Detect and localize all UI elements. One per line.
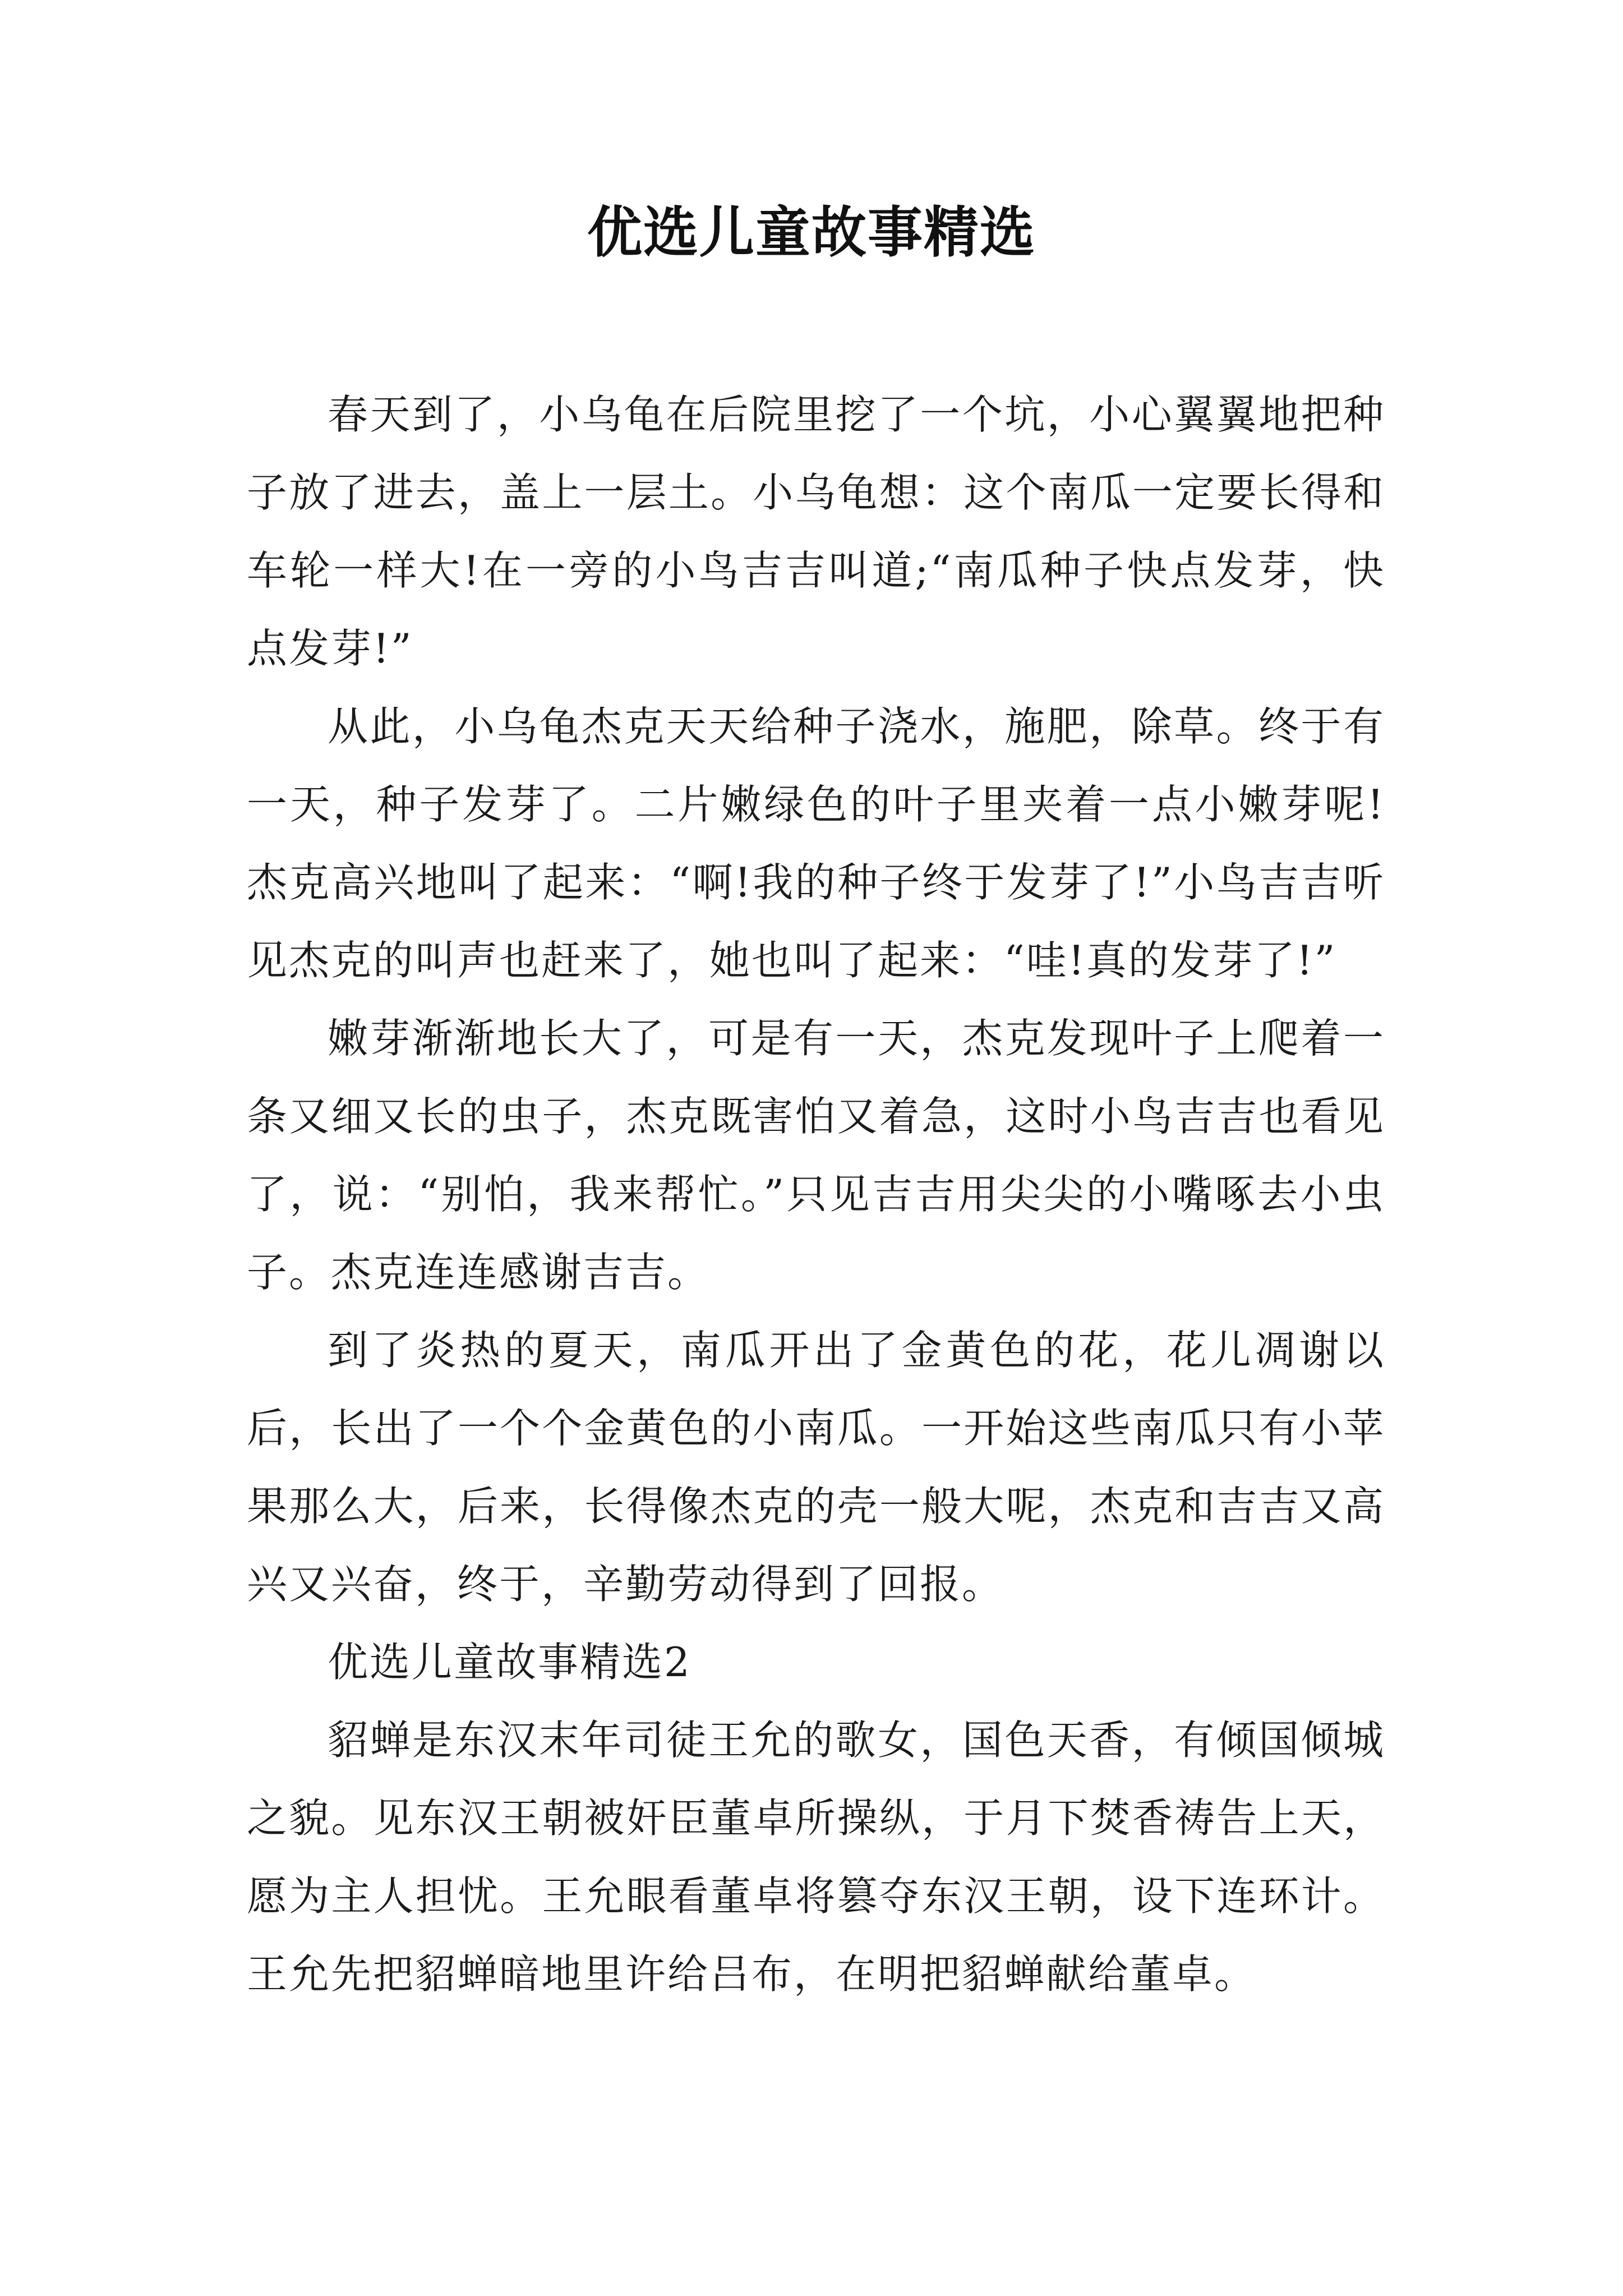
section-heading-2: 优选儿童故事精选2 [328, 1639, 691, 1686]
paragraph-3: 嫩芽渐渐地长大了，可是有一天，杰克发现叶子上爬着一条又细又长的虫子，杰克既害怕又着急，这时小鸟吉吉也看见了，说：“别怕，我来帮忙。”只见吉吉用尖尖的小嘴啄去小虫子。杰克连连感谢吉吉。 [247, 1015, 1385, 1296]
paragraph-1: 春天到了，小乌龟在后院里挖了一个坑，小心翼翼地把种子放了进去，盖上一层土。小乌龟想：这个南瓜一定要长得和车轮一样大!在一旁的小鸟吉吉叫道;“南瓜种子快点发芽，快点发芽!” [247, 391, 1385, 672]
document-title: 优选儿童故事精选 [587, 200, 1036, 265]
paragraph-5: 貂蝉是东汉末年司徒王允的歌女，国色天香，有倾国倾城之貌。见东汉王朝被奸臣董卓所操纵，于月下焚香祷告上天，愿为主人担忧。王允眼看董卓将篡夺东汉王朝，设下连环计。王允先把貂蝉暗地里许给吕布，在明把貂蝉献给董卓。 [247, 1717, 1385, 1998]
document-body [247, 376, 1385, 2013]
paragraph-2: 从此，小乌龟杰克天天给种子浇水，施肥，除草。终于有一天，种子发芽了。二片嫩绿色的叶子里夹着一点小嫩芽呢!杰克高兴地叫了起来：“啊!我的种子终于发芽了!”小鸟吉吉听见杰克的叫声也赶来了，她也叫了起来：“哇!真的发芽了!” [247, 703, 1385, 984]
paragraph-4: 到了炎热的夏天，南瓜开出了金黄色的花，花儿凋谢以后，长出了一个个金黄色的小南瓜。一开始这些南瓜只有小苹果那么大，后来，长得像杰克的壳一般大呢，杰克和吉吉又高兴又兴奋，终于，辛勤劳动得到了回报。 [247, 1327, 1385, 1608]
